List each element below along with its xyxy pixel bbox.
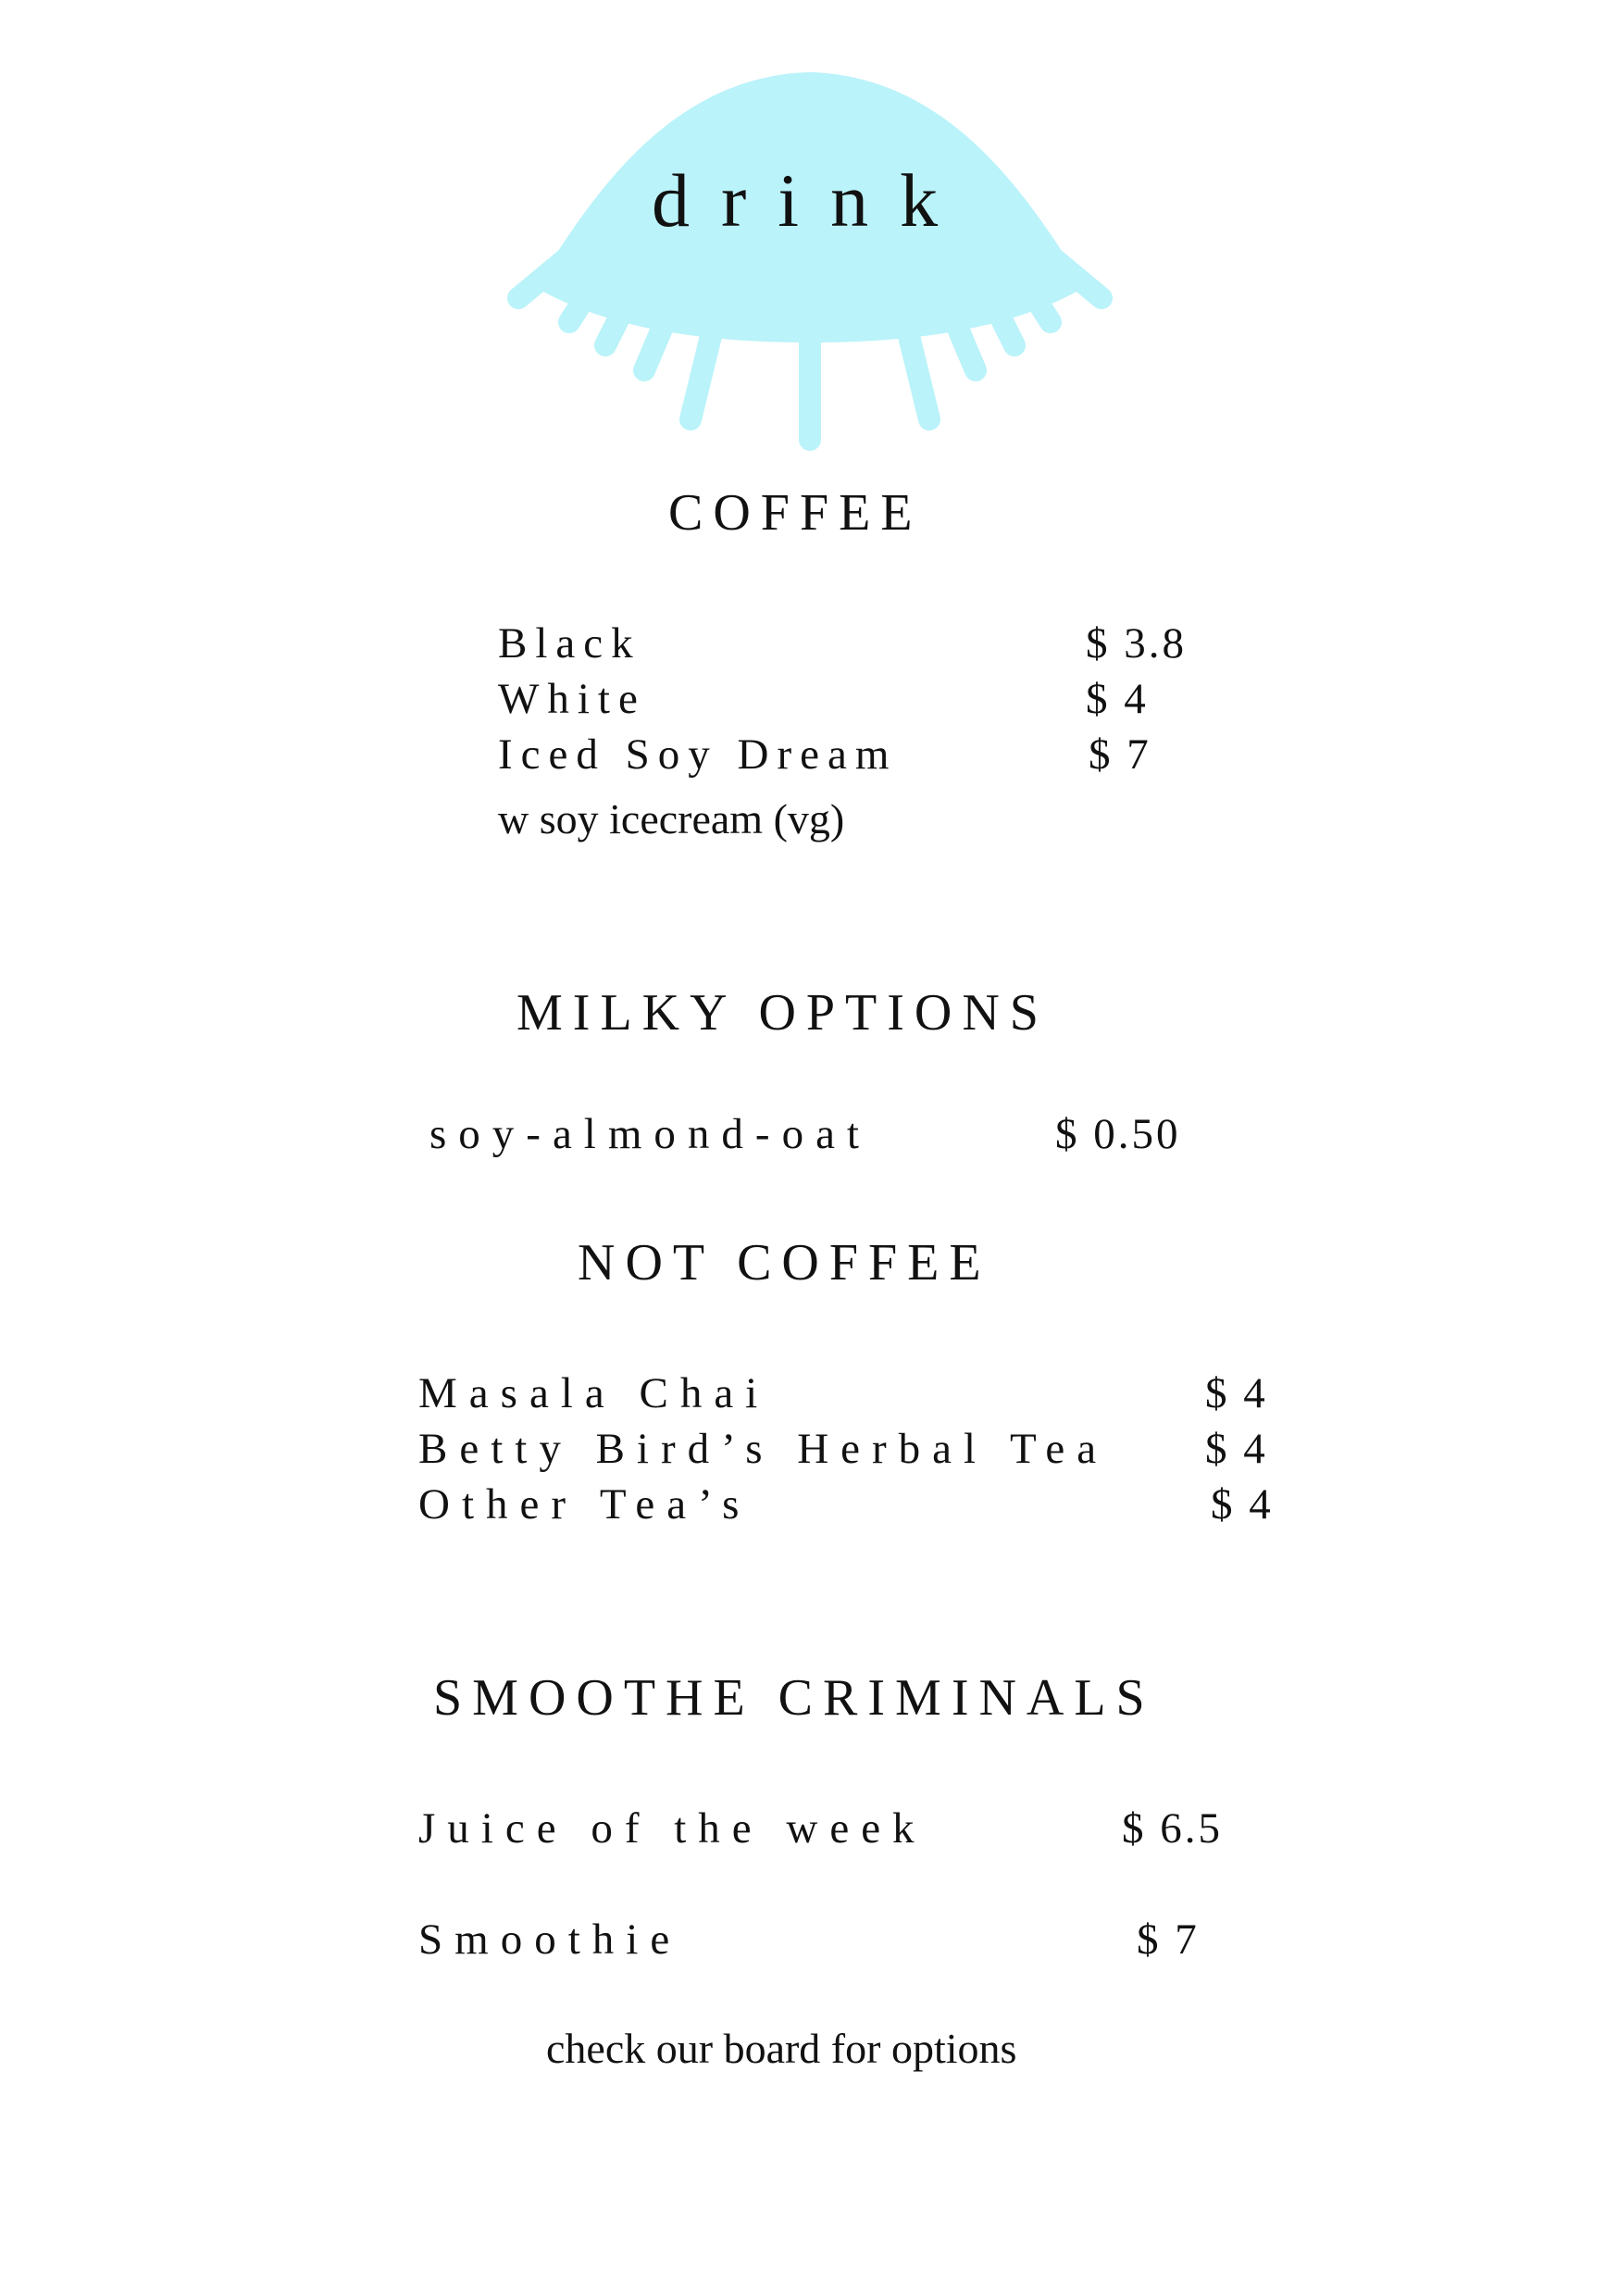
- not-coffee-item-name: Betty Bird’s Herbal Tea: [418, 1425, 1109, 1473]
- coffee-item-price: $ 7: [1089, 730, 1151, 779]
- coffee-item-price: $ 3.8: [1086, 619, 1187, 668]
- not-coffee-item-price: $ 4: [1205, 1425, 1268, 1473]
- coffee-item-name: White: [498, 675, 646, 723]
- milky-item-price: $ 0.50: [1055, 1110, 1181, 1158]
- coffee-item-name: Iced Soy Dream: [498, 730, 898, 779]
- milky-heading: MILKY OPTIONS: [517, 984, 1049, 1042]
- not-coffee-heading: NOT COFFEE: [578, 1234, 991, 1292]
- coffee-item-price: $ 4: [1086, 675, 1149, 723]
- milky-item-name: soy-almond-oat: [429, 1110, 871, 1158]
- coffee-item-name: Black: [498, 619, 641, 668]
- smoothe-item-price: $ 6.5: [1122, 1804, 1223, 1853]
- smoothe-item-price: $ 7: [1137, 1915, 1200, 1964]
- not-coffee-item-name: Other Tea’s: [418, 1480, 752, 1529]
- not-coffee-item-price: $ 4: [1211, 1480, 1274, 1529]
- smoothe-item-name: Smoothie: [418, 1915, 682, 1964]
- not-coffee-item-price: $ 4: [1205, 1369, 1268, 1417]
- coffee-heading: COFFEE: [668, 484, 923, 542]
- coffee-note: w soy icecream (vg): [498, 795, 845, 842]
- smoothe-heading: SMOOTHE CRIMINALS: [433, 1669, 1155, 1727]
- not-coffee-item-name: Masala Chai: [418, 1369, 770, 1417]
- menu-title: drink: [652, 158, 970, 243]
- eye-lashes-icon: [500, 65, 1120, 463]
- smoothe-note: check our board for options: [546, 2025, 1017, 2072]
- smoothe-item-name: Juice of the week: [418, 1804, 927, 1853]
